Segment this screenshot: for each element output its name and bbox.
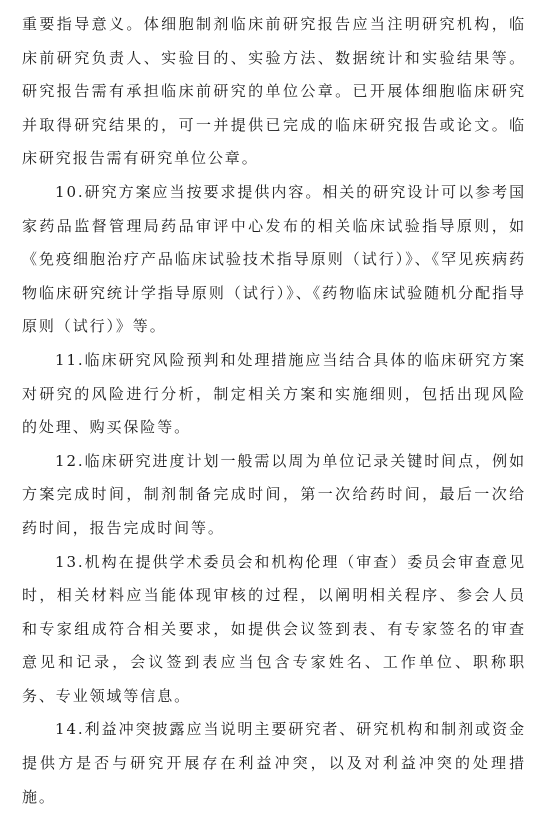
- paragraph-item-11: 11.临床研究风险预判和处理措施应当结合具体的临床研究方案对研究的风险进行分析，制定相关方案和实施细则，包括出现风险的处理、购买保险等。: [22, 350, 526, 437]
- paragraph-item-10: 10.研究方案应当按要求提供内容。相关的研究设计可以参考国家药品监督管理局药品审评中心发布的相关临床试验指导原则，如《免疫细胞治疗产品临床试验技术指导原则（试行）》、《罕见疾病药物临床研究统计学指导原则（试行）》、《药物临床试验随机分配指导原则（试行）》等。: [22, 182, 526, 336]
- paragraph-item-14: 14.利益冲突披露应当说明主要研究者、研究机构和制剂或资金提供方是否与研究开展存在利益冲突，以及对利益冲突的处理措施。: [22, 720, 526, 806]
- paragraph-item-13: 13.机构在提供学术委员会和机构伦理（审查）委员会审查意见时，相关材料应当能体现审核的过程，以阐明相关程序、参会人员和专家组成符合相关要求，如提供会议签到表、有专家签名的审查意见和记录，会议签到表应当包含专家姓名、工作单位、职称职务、专业领域等信息。: [22, 552, 526, 705]
- paragraph-item-12: 12.临床研究进度计划一般需以周为单位记录关键时间点，例如方案完成时间，制剂制备完成时间，第一次给药时间，最后一次给药时间，报告完成时间等。: [22, 451, 526, 537]
- paragraph-intro-continuation: 重要指导意义。体细胞制剂临床前研究报告应当注明研究机构，临床前研究负责人、实验目的、实验方法、数据统计和实验结果等。研究报告需有承担临床前研究的单位公章。已开展体细胞临床研究并取得研究结果的，可一并提供已完成的临床研究报告或论文。临床研究报告需有研究单位公章。: [22, 15, 526, 168]
